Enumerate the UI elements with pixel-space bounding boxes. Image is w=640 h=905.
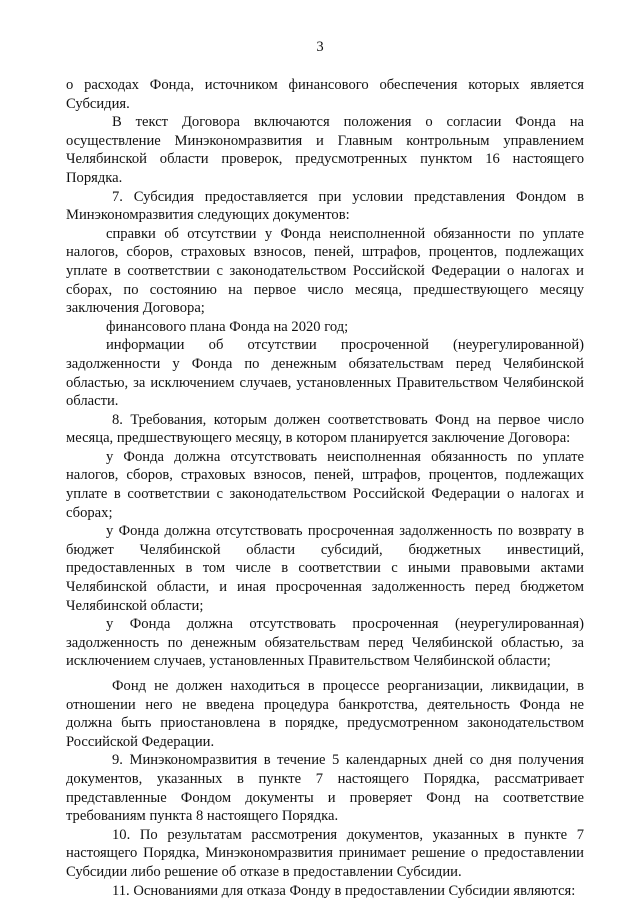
paragraph: о расходах Фонда, источником финансового обеспечения которых является Субсидия. xyxy=(66,77,584,112)
paragraph: 11. Основаниями для отказа Фонду в предоставлении Субсидии являются: xyxy=(112,882,576,899)
paragraph: 8. Требования, которым должен соответствовать Фонд на первое число месяца, предшествующего месяцу, в котором планируется заключение Договора: xyxy=(66,411,584,447)
paragraph: 7. Субсидия предоставляется при условии представления Фондом в Минэкономразвития следующих документов: xyxy=(66,188,584,224)
paragraph: справки об отсутствии у Фонда неисполненной обязанности по уплате налогов, сборов, страховых взносов, пеней, штрафов, процентов, подлежащих уплате в соответствии с законодательством Российской Федерации о налогах и сборах, по состоянию на первое число месяца, предшествующего месяцу заключения Договора; xyxy=(66,225,584,317)
paragraph: 9. Минэкономразвития в течение 5 календарных дней со дня получения документов, указанных в пункте 7 настоящего Порядка, рассматривает представленные Фондом документы и проверяет Фонд на соответствие требованиям пункта 8 настоящего Порядка. xyxy=(66,752,584,825)
paragraph: у Фонда должна отсутствовать просроченная (неурегулированная) задолженность по денежным обязательствам перед Челябинской областью, за исключением случаев, установленных Правительством Челябинской области; xyxy=(66,616,584,670)
paragraph: информации об отсутствии просроченной (неурегулированной) задолженности у Фонда по денежным обязательствам перед Челябинской областью, за исключением случаев, установленных Правительством Челябинской области. xyxy=(66,337,584,410)
paragraph: В текст Договора включаются положения о согласии Фонда на осуществление Минэкономразвития и Главным контрольным управлением Челябинской области проверок, предусмотренных пунктом 16 настоящего Порядка. xyxy=(66,114,584,186)
paragraph: Фонд не должен находиться в процессе реорганизации, ликвидации, в отношении него не введена процедура банкротства, деятельность Фонда не должна быть приостановлена в порядке, предусмотренном законодательством Российской Федерации. xyxy=(66,678,584,750)
document-body xyxy=(66,76,584,900)
paragraph: у Фонда должна отсутствовать просроченная задолженность по возврату в бюджет Челябинской области субсидий, бюджетных инвестиций, предоставленных в том числе в соответствии с иными правовыми актами Челябинской области, и иная просроченная задолженность перед бюджетом Челябинской области; xyxy=(66,523,584,614)
page-number: 3 xyxy=(316,39,324,55)
paragraph: у Фонда должна отсутствовать неисполненная обязанность по уплате налогов, сборов, страховых взносов, пеней, штрафов, процентов, подлежащих уплате в соответствии с законодательством Российской Федерации о налогах и сборах; xyxy=(66,448,584,521)
paragraph: 10. По результатам рассмотрения документов, указанных в пункте 7 настоящего Порядка, Минэкономразвития принимает решение о предоставлении Субсидии либо решение об отказе в предоставлении Субсидии. xyxy=(66,826,584,880)
paragraph: финансового плана Фонда на 2020 год; xyxy=(106,318,349,335)
